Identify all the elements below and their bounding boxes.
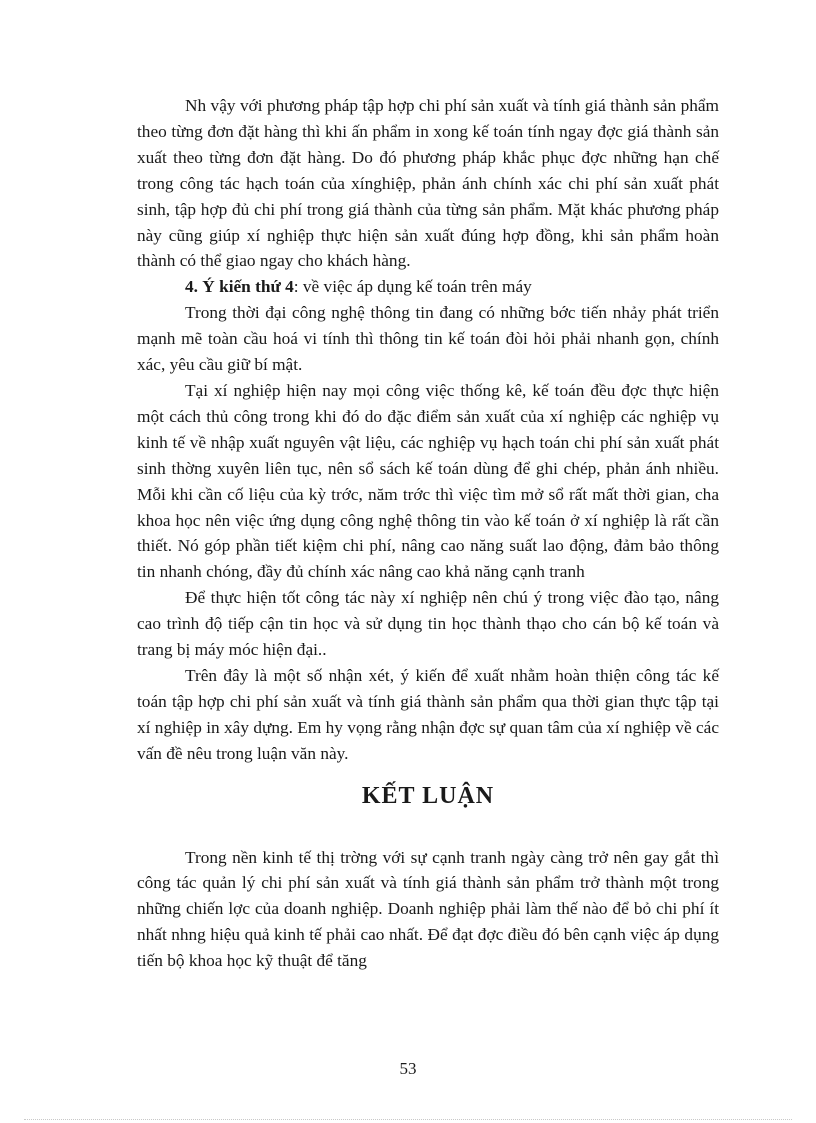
- opinion-4-label: 4. Ý kiến thứ 4: [185, 277, 294, 297]
- paragraph-conclusion: Trong nền kinh tế thị trờng với sự cạnh tranh ngày càng trở nên gay gắt thì công tác quản lý chi phí sản xuất và tính giá thành sản phẩm trở thành một trong những chiến lợc của doanh nghiệp. Doanh nghiệp phải làm thế nào để bỏ chi phí ít nhất nhng hiệu quả kinh tế phải cao nhất. Để đạt đợc điều đó bên cạnh việc áp dụng tiến bộ khoa học kỹ thuật để tăng: [137, 847, 719, 971]
- paragraph-training: Để thực hiện tốt công tác này xí nghiệp nên chú ý trong việc đào tạo, nâng cao trình độ tiếp cận tin học và sử dụng tin học thành thạo cho cán bộ kế toán và trang bị máy móc hiện đại..: [137, 588, 719, 660]
- opinion-4-heading: [137, 274, 719, 300]
- page-number: 53: [399, 1059, 417, 1078]
- paragraph-closing-remarks: Trên đây là một số nhận xét, ý kiến để xuất nhằm hoàn thiện công tác kế toán tập hợp chi phí sản xuất và tính giá thành sản phẩm qua thời gian thực tập tại xí nghiệp in xây dựng. Em hy vọng rằng nhận đợc sự quan tâm của xí nghiệp về các vấn đề nêu trong luận văn này.: [137, 665, 719, 763]
- paragraph-it-era: Trong thời đại công nghệ thông tin đang có những bớc tiến nhảy phát triển mạnh mẽ toàn cầu hoá vi tính thì thông tin kế toán đòi hỏi phải nhanh gọn, chính xác, yêu cầu giữ bí mật.: [137, 303, 719, 375]
- paragraph-manual-accounting: Tại xí nghiệp hiện nay mọi công việc thống kê, kế toán đều đợc thực hiện một cách thủ công trong khi đó do đặc điểm sản xuất của xí nghiệp các nghiệp vụ kinh tế về nhập xuất nguyên vật liệu, các nghiệp vụ hạch toán chi phí sản xuất phát sinh thờng xuyên liên tục, nên sổ sách kế toán dùng để ghi chép, phản ánh nhiều. Mỗi khi cần cố liệu của kỳ trớc, năm trớc thì việc tìm mở sổ rất mất thời gian, cha khoa học nên việc ứng dụng công nghệ thông tin vào kế toán ở xí nghiệp là rất cần thiết. Nó góp phần tiết kiệm chi phí, nâng cao năng suất lao động, đảm bảo thông tin nhanh chóng, đầy đủ chính xác nâng cao khả năng cạnh tranh: [137, 380, 719, 582]
- footer-divider: [24, 1119, 792, 1120]
- document-body: [137, 93, 719, 974]
- opinion-4-text: : về việc áp dụng kế toán trên máy: [293, 277, 532, 297]
- paragraph-order-costing: Nh vậy với phương pháp tập hợp chi phí sản xuất và tính giá thành sản phẩm theo từng đơn đặt hàng thì khi ấn phẩm in xong kế toán tính ngay đợc giá thành sản xuất theo từng đơn đặt hàng. Do đó phương pháp khắc phục đợc những hạn chế trong công tác hạch toán của xínghiệp, phản ánh chính xác chi phí sản xuất phát sinh, tập hợp đủ chi phí trong giá thành của từng sản phẩm. Mặt khác phương pháp này cũng giúp xí nghiệp thực hiện sản xuất đúng hợp đồng, khi sản phẩm hoàn thành có thể giao ngay cho khách hàng.: [137, 96, 719, 271]
- conclusion-title: KẾT LUẬN: [361, 782, 495, 809]
